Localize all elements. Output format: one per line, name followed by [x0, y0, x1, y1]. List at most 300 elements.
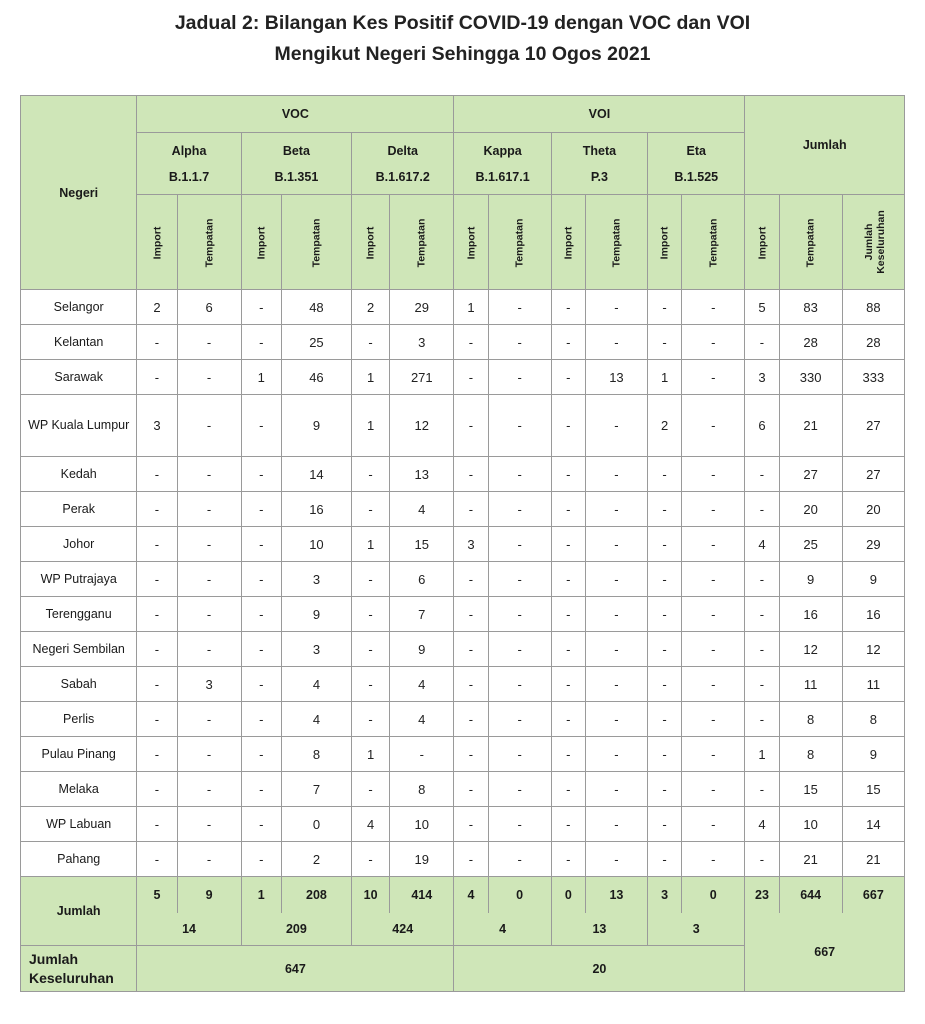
- cell-value: 6: [177, 290, 241, 325]
- state-name: Sarawak: [21, 360, 137, 395]
- header-negeri: Negeri: [21, 96, 137, 290]
- cell-value: -: [241, 772, 281, 807]
- cell-value: -: [585, 492, 647, 527]
- variant-name: Delta: [387, 143, 419, 158]
- cell-value: -: [682, 772, 745, 807]
- cell-value: -: [137, 702, 177, 737]
- cell-value: -: [241, 632, 281, 667]
- total-cell: 13: [585, 877, 647, 914]
- subheader-tempatan-label: Tempatan: [804, 218, 817, 268]
- cell-value: 19: [390, 842, 454, 877]
- totals-row: [21, 877, 905, 914]
- cell-value: 14: [842, 807, 904, 842]
- state-name: Selangor: [21, 290, 137, 325]
- cell-value: -: [454, 492, 488, 527]
- cell-value: 3: [745, 360, 779, 395]
- cell-value: 3: [390, 325, 454, 360]
- cell-value: -: [352, 562, 390, 597]
- cell-value: 20: [842, 492, 904, 527]
- cell-value: -: [241, 702, 281, 737]
- cell-value: -: [648, 290, 682, 325]
- variant-theta: [551, 133, 647, 195]
- cell-value: -: [551, 702, 585, 737]
- cell-value: 12: [779, 632, 842, 667]
- cell-value: -: [682, 667, 745, 702]
- cell-value: 20: [779, 492, 842, 527]
- table-row: [21, 492, 905, 527]
- cell-value: 2: [281, 842, 351, 877]
- cell-value: -: [177, 737, 241, 772]
- cell-value: -: [454, 597, 488, 632]
- cell-value: -: [585, 562, 647, 597]
- cell-value: 8: [779, 737, 842, 772]
- cell-value: -: [241, 395, 281, 457]
- table-row: [21, 632, 905, 667]
- cell-value: -: [745, 597, 779, 632]
- cell-value: 7: [390, 597, 454, 632]
- cell-value: -: [352, 492, 390, 527]
- cell-value: -: [745, 667, 779, 702]
- cell-value: -: [488, 772, 551, 807]
- subheader-jumlah-keseluruhan-label: [863, 210, 887, 274]
- cell-value: -: [352, 702, 390, 737]
- subheader-tempatan: [390, 195, 454, 290]
- subheader-tempatan: [177, 195, 241, 290]
- variant-beta: [241, 133, 351, 195]
- cell-value: 21: [842, 842, 904, 877]
- cell-value: 3: [137, 395, 177, 457]
- cell-value: 4: [281, 702, 351, 737]
- cell-value: 28: [842, 325, 904, 360]
- table-row: [21, 562, 905, 597]
- cell-value: -: [454, 842, 488, 877]
- cell-value: 1: [352, 527, 390, 562]
- cell-value: -: [745, 457, 779, 492]
- cell-value: 2: [137, 290, 177, 325]
- cell-value: -: [241, 492, 281, 527]
- subheader-import-label: Import: [364, 226, 377, 260]
- cell-value: -: [137, 632, 177, 667]
- total-cell: 208: [281, 877, 351, 914]
- cell-value: -: [454, 702, 488, 737]
- cell-value: -: [745, 325, 779, 360]
- subheader-tempatan-label: Tempatan: [707, 218, 720, 268]
- cell-value: -: [745, 842, 779, 877]
- state-name: WP Labuan: [21, 807, 137, 842]
- cell-value: -: [682, 632, 745, 667]
- cell-value: 14: [281, 457, 351, 492]
- table-row: [21, 325, 905, 360]
- cell-value: 6: [390, 562, 454, 597]
- state-name: Terengganu: [21, 597, 137, 632]
- state-name: WP Kuala Lumpur: [21, 395, 137, 457]
- cell-value: 5: [745, 290, 779, 325]
- cell-value: -: [551, 395, 585, 457]
- total-cell: 5: [137, 877, 177, 914]
- cell-value: 29: [390, 290, 454, 325]
- variant-name: Beta: [282, 143, 310, 158]
- cell-value: -: [488, 807, 551, 842]
- total-kappa: 4: [454, 913, 551, 946]
- variant-name: Alpha: [171, 143, 207, 158]
- total-cell: 1: [241, 877, 281, 914]
- cell-value: 12: [390, 395, 454, 457]
- subheader-import-label: Import: [255, 226, 268, 260]
- subheader-tempatan-label: Tempatan: [203, 218, 216, 268]
- total-cell: 667: [842, 877, 904, 914]
- cell-value: 15: [779, 772, 842, 807]
- total-cell: 23: [745, 877, 779, 914]
- cell-value: -: [551, 772, 585, 807]
- cell-value: -: [241, 807, 281, 842]
- subheader-jk-line1: Jumlah: [862, 223, 875, 261]
- cell-value: 21: [779, 395, 842, 457]
- total-cell: 414: [390, 877, 454, 914]
- cell-value: -: [648, 562, 682, 597]
- cell-value: -: [137, 527, 177, 562]
- cell-value: 3: [177, 667, 241, 702]
- cell-value: 4: [390, 492, 454, 527]
- cell-value: -: [745, 702, 779, 737]
- cell-value: -: [454, 667, 488, 702]
- state-name: Pahang: [21, 842, 137, 877]
- total-cell: 3: [648, 877, 682, 914]
- cell-value: -: [682, 807, 745, 842]
- cell-value: -: [682, 842, 745, 877]
- cell-value: -: [551, 492, 585, 527]
- cell-value: 13: [390, 457, 454, 492]
- cell-value: -: [352, 842, 390, 877]
- cell-value: -: [177, 492, 241, 527]
- cell-value: -: [454, 632, 488, 667]
- cell-value: -: [585, 395, 647, 457]
- cell-value: -: [488, 737, 551, 772]
- state-name: Sabah: [21, 667, 137, 702]
- cell-value: -: [454, 562, 488, 597]
- total-eta: 3: [648, 913, 745, 946]
- cell-value: 4: [745, 807, 779, 842]
- cell-value: 3: [281, 632, 351, 667]
- header-row-import-tempatan: [21, 195, 905, 290]
- cell-value: 0: [281, 807, 351, 842]
- cell-value: -: [585, 527, 647, 562]
- cell-value: -: [648, 667, 682, 702]
- variant-delta: [352, 133, 454, 195]
- cell-value: -: [241, 562, 281, 597]
- variant-name: Kappa: [483, 143, 522, 158]
- subheader-import-label: Import: [562, 226, 575, 260]
- total-delta: 424: [352, 913, 454, 946]
- cell-value: 9: [281, 597, 351, 632]
- cell-value: -: [137, 325, 177, 360]
- cell-value: -: [488, 290, 551, 325]
- cell-value: -: [454, 457, 488, 492]
- cell-value: -: [585, 772, 647, 807]
- cell-value: 25: [779, 527, 842, 562]
- cell-value: -: [745, 772, 779, 807]
- cell-value: -: [682, 702, 745, 737]
- table-row: [21, 842, 905, 877]
- cell-value: -: [241, 737, 281, 772]
- cell-value: 330: [779, 360, 842, 395]
- subheader-import: [648, 195, 682, 290]
- cell-value: 15: [390, 527, 454, 562]
- cell-value: 8: [842, 702, 904, 737]
- state-name: Negeri Sembilan: [21, 632, 137, 667]
- cell-value: -: [177, 457, 241, 492]
- cell-value: 16: [842, 597, 904, 632]
- variant-eta: [648, 133, 745, 195]
- cell-value: 11: [779, 667, 842, 702]
- cell-value: -: [352, 772, 390, 807]
- cell-value: 13: [585, 360, 647, 395]
- cell-value: 9: [779, 562, 842, 597]
- table-row: [21, 290, 905, 325]
- cell-value: 11: [842, 667, 904, 702]
- subheader-import-label: Import: [464, 226, 477, 260]
- subheader-import: [454, 195, 488, 290]
- cell-value: 4: [390, 702, 454, 737]
- subheader-tempatan-label: Tempatan: [610, 218, 623, 268]
- cell-value: -: [137, 737, 177, 772]
- cell-value: -: [488, 632, 551, 667]
- cell-value: -: [488, 360, 551, 395]
- subheader-import-label: Import: [658, 226, 671, 260]
- cell-value: 8: [390, 772, 454, 807]
- cell-value: -: [682, 290, 745, 325]
- cell-value: -: [488, 492, 551, 527]
- subheader-import: [352, 195, 390, 290]
- cell-value: -: [551, 290, 585, 325]
- cell-value: -: [177, 772, 241, 807]
- subheader-tempatan-label: Tempatan: [310, 218, 323, 268]
- cell-value: -: [352, 667, 390, 702]
- cell-value: -: [488, 527, 551, 562]
- table-row: [21, 807, 905, 842]
- state-rows: [21, 290, 905, 877]
- cell-value: -: [137, 807, 177, 842]
- cell-value: -: [137, 492, 177, 527]
- cell-value: -: [137, 597, 177, 632]
- subheader-tempatan-label: Tempatan: [415, 218, 428, 268]
- cell-value: -: [454, 772, 488, 807]
- cell-value: -: [745, 562, 779, 597]
- cell-value: -: [648, 772, 682, 807]
- covid-variant-table: [20, 95, 905, 992]
- cell-value: 3: [454, 527, 488, 562]
- subheader-tempatan: [682, 195, 745, 290]
- subheader-import-label: Import: [150, 226, 163, 260]
- cell-value: 1: [352, 360, 390, 395]
- state-name: WP Putrajaya: [21, 562, 137, 597]
- variant-code: B.1.617.2: [375, 169, 430, 184]
- cell-value: -: [585, 457, 647, 492]
- table-row: [21, 702, 905, 737]
- cell-value: -: [551, 457, 585, 492]
- totals-label: Jumlah: [21, 877, 137, 946]
- variant-code: B.1.1.7: [168, 169, 210, 184]
- variant-alpha: [137, 133, 241, 195]
- cell-value: -: [177, 807, 241, 842]
- state-name: Pulau Pinang: [21, 737, 137, 772]
- title-line-1: Jadual 2: Bilangan Kes Positif COVID-19 dengan VOC dan VOI: [174, 12, 751, 34]
- variant-code: B.1.351: [274, 169, 319, 184]
- cell-value: -: [488, 457, 551, 492]
- cell-value: -: [454, 737, 488, 772]
- cell-value: 2: [352, 290, 390, 325]
- cell-value: -: [454, 325, 488, 360]
- cell-value: 2: [648, 395, 682, 457]
- cell-value: -: [551, 667, 585, 702]
- cell-value: 271: [390, 360, 454, 395]
- cell-value: 25: [281, 325, 351, 360]
- table-row: [21, 667, 905, 702]
- cell-value: -: [648, 702, 682, 737]
- cell-value: 9: [390, 632, 454, 667]
- cell-value: -: [390, 737, 454, 772]
- title-line-2: Mengikut Negeri Sehingga 10 Ogos 2021: [274, 43, 651, 65]
- cell-value: -: [682, 395, 745, 457]
- cell-value: -: [241, 325, 281, 360]
- cell-value: -: [585, 597, 647, 632]
- table-row: [21, 597, 905, 632]
- cell-value: -: [488, 597, 551, 632]
- cell-value: -: [682, 527, 745, 562]
- voi-total: 20: [454, 946, 745, 992]
- cell-value: -: [585, 325, 647, 360]
- subheader-tempatan-label: Tempatan: [513, 218, 526, 268]
- state-name: Perlis: [21, 702, 137, 737]
- cell-value: -: [177, 597, 241, 632]
- cell-value: -: [551, 597, 585, 632]
- total-cell: 0: [682, 877, 745, 914]
- cell-value: -: [682, 737, 745, 772]
- cell-value: -: [745, 632, 779, 667]
- variant-code: P.3: [590, 169, 608, 184]
- table-row: [21, 772, 905, 807]
- cell-value: -: [648, 807, 682, 842]
- cell-value: -: [682, 562, 745, 597]
- subheader-jk-line2: Keseluruhan: [874, 210, 887, 274]
- cell-value: 9: [842, 737, 904, 772]
- cell-value: -: [177, 325, 241, 360]
- cell-value: 15: [842, 772, 904, 807]
- cell-value: 46: [281, 360, 351, 395]
- subheader-import-label: Import: [755, 226, 768, 260]
- cell-value: 1: [352, 395, 390, 457]
- cell-value: -: [585, 667, 647, 702]
- cell-value: 1: [648, 360, 682, 395]
- subheader-tempatan: [585, 195, 647, 290]
- cell-value: -: [585, 632, 647, 667]
- cell-value: -: [137, 667, 177, 702]
- cell-value: -: [488, 842, 551, 877]
- cell-value: -: [585, 290, 647, 325]
- subheader-import: [241, 195, 281, 290]
- total-cell: 10: [352, 877, 390, 914]
- cell-value: -: [352, 325, 390, 360]
- jumlah-keseluruhan-label: Jumlah Keseluruhan: [21, 946, 137, 992]
- cell-value: 6: [745, 395, 779, 457]
- cell-value: -: [648, 632, 682, 667]
- cell-value: 1: [745, 737, 779, 772]
- subheader-import: [137, 195, 177, 290]
- table-row: [21, 360, 905, 395]
- cell-value: -: [648, 457, 682, 492]
- cell-value: -: [585, 702, 647, 737]
- cell-value: -: [177, 395, 241, 457]
- header-jumlah: Jumlah: [745, 96, 905, 195]
- grand-total: 667: [745, 913, 905, 992]
- cell-value: -: [682, 325, 745, 360]
- table-row: [21, 527, 905, 562]
- total-cell: 4: [454, 877, 488, 914]
- cell-value: -: [682, 597, 745, 632]
- cell-value: -: [648, 842, 682, 877]
- cell-value: 88: [842, 290, 904, 325]
- cell-value: 21: [779, 842, 842, 877]
- subheader-tempatan: [488, 195, 551, 290]
- cell-value: 9: [281, 395, 351, 457]
- total-theta: 13: [551, 913, 647, 946]
- table-row: [21, 457, 905, 492]
- cell-value: -: [352, 597, 390, 632]
- cell-value: 4: [390, 667, 454, 702]
- cell-value: 48: [281, 290, 351, 325]
- cell-value: -: [241, 842, 281, 877]
- cell-value: -: [648, 737, 682, 772]
- cell-value: -: [241, 457, 281, 492]
- table-row: [21, 395, 905, 457]
- subheader-tempatan: [779, 195, 842, 290]
- cell-value: -: [551, 842, 585, 877]
- cell-value: 8: [779, 702, 842, 737]
- cell-value: 16: [281, 492, 351, 527]
- cell-value: 8: [281, 737, 351, 772]
- cell-value: 1: [352, 737, 390, 772]
- table-row: [21, 737, 905, 772]
- cell-value: 333: [842, 360, 904, 395]
- variant-name: Eta: [686, 143, 706, 158]
- cell-value: -: [648, 492, 682, 527]
- cell-value: -: [682, 360, 745, 395]
- cell-value: -: [488, 667, 551, 702]
- cell-value: -: [648, 325, 682, 360]
- cell-value: -: [352, 632, 390, 667]
- cell-value: -: [352, 457, 390, 492]
- cell-value: -: [648, 527, 682, 562]
- cell-value: 27: [842, 457, 904, 492]
- cell-value: -: [551, 325, 585, 360]
- cell-value: -: [745, 492, 779, 527]
- cell-value: -: [241, 597, 281, 632]
- cell-value: 1: [241, 360, 281, 395]
- cell-value: -: [551, 632, 585, 667]
- state-name: Kedah: [21, 457, 137, 492]
- cell-value: -: [241, 290, 281, 325]
- cell-value: -: [585, 807, 647, 842]
- variant-code: B.1.525: [674, 169, 719, 184]
- cell-value: -: [551, 360, 585, 395]
- cell-value: -: [241, 527, 281, 562]
- cell-value: 10: [281, 527, 351, 562]
- total-cell: 0: [488, 877, 551, 914]
- cell-value: 29: [842, 527, 904, 562]
- cell-value: 9: [842, 562, 904, 597]
- cell-value: 27: [842, 395, 904, 457]
- cell-value: -: [454, 807, 488, 842]
- cell-value: 28: [779, 325, 842, 360]
